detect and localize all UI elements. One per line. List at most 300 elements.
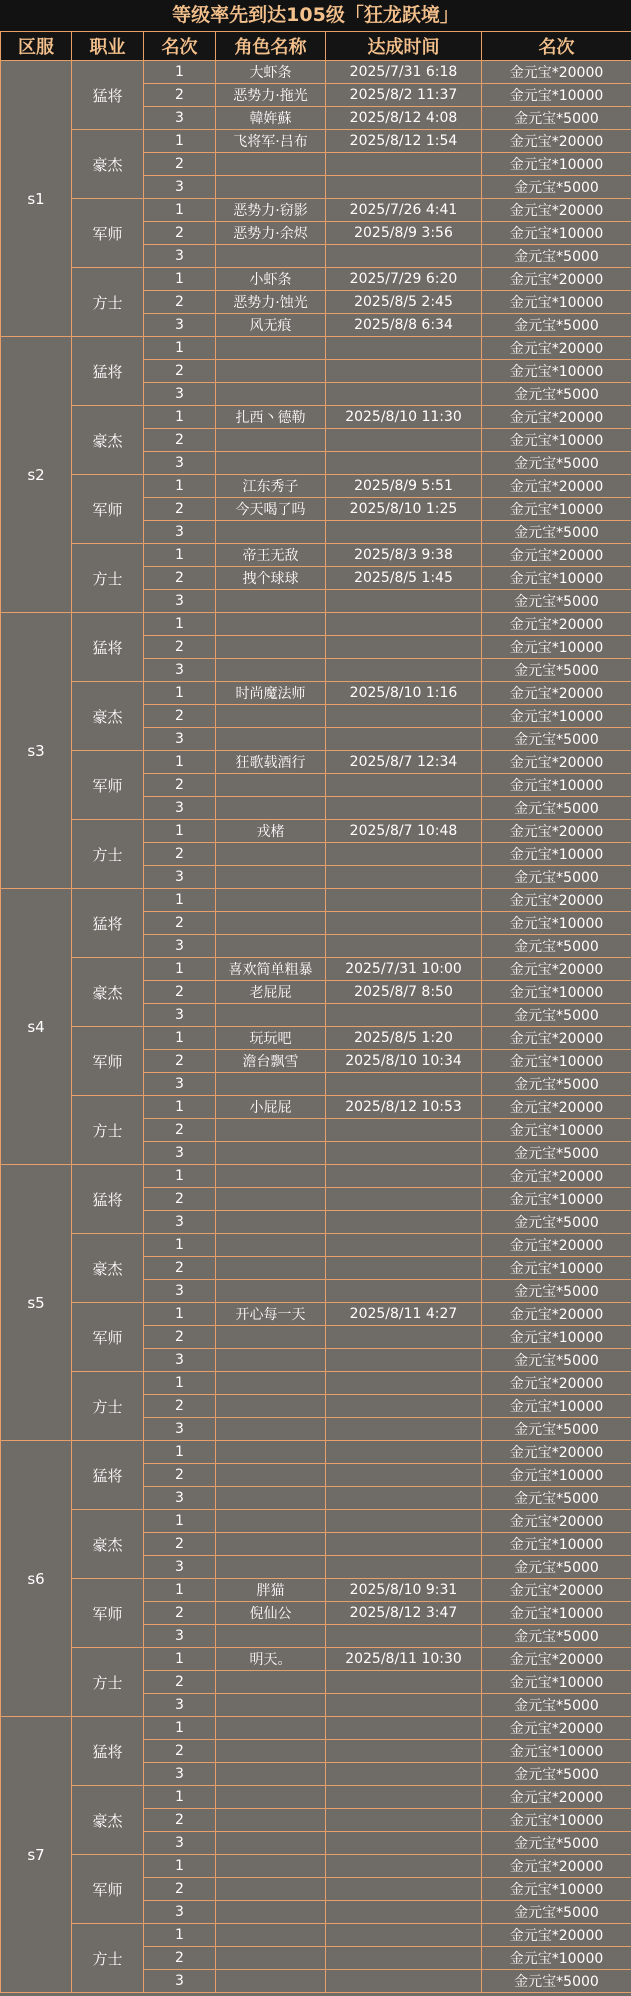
player-name-cell xyxy=(216,245,326,268)
reward-cell: 金元宝*5000 xyxy=(482,383,631,406)
reward-cell: 金元宝*5000 xyxy=(482,1625,631,1648)
reward-cell: 金元宝*10000 xyxy=(482,153,631,176)
player-name-cell xyxy=(216,866,326,889)
player-name-cell xyxy=(216,1280,326,1303)
rank-cell: 2 xyxy=(144,1809,216,1832)
reward-cell: 金元宝*10000 xyxy=(482,636,631,659)
player-name-cell xyxy=(216,590,326,613)
class-cell: 豪杰 xyxy=(72,130,144,199)
reward-cell: 金元宝*20000 xyxy=(482,199,631,222)
achieved-time-cell xyxy=(326,153,482,176)
reward-cell: 金元宝*5000 xyxy=(482,1349,631,1372)
reward-cell: 金元宝*5000 xyxy=(482,1142,631,1165)
player-name-cell xyxy=(216,1188,326,1211)
reward-cell: 金元宝*20000 xyxy=(482,61,631,84)
achieved-time-cell xyxy=(326,797,482,820)
achieved-time-cell: 2025/8/8 6:34 xyxy=(326,314,482,337)
table-row xyxy=(1,199,631,222)
server-cell: s1 xyxy=(1,61,72,337)
achieved-time-cell xyxy=(326,383,482,406)
header-server: 区服 xyxy=(1,32,72,61)
reward-cell: 金元宝*5000 xyxy=(482,866,631,889)
rank-cell: 3 xyxy=(144,935,216,958)
player-name-cell xyxy=(216,1234,326,1257)
player-name-cell xyxy=(216,1878,326,1901)
achieved-time-cell: 2025/8/10 11:30 xyxy=(326,406,482,429)
rank-cell: 3 xyxy=(144,1073,216,1096)
rank-cell: 2 xyxy=(144,1878,216,1901)
player-name-cell: 江东秀子 xyxy=(216,475,326,498)
rank-cell: 1 xyxy=(144,751,216,774)
achieved-time-cell xyxy=(326,1211,482,1234)
achieved-time-cell xyxy=(326,176,482,199)
table-row xyxy=(1,751,631,774)
rank-cell: 1 xyxy=(144,820,216,843)
player-name-cell: 帝王无敌 xyxy=(216,544,326,567)
rank-cell: 1 xyxy=(144,613,216,636)
player-name-cell xyxy=(216,1211,326,1234)
reward-cell: 金元宝*10000 xyxy=(482,498,631,521)
header-player: 角色名称 xyxy=(216,32,326,61)
rank-cell: 1 xyxy=(144,889,216,912)
header-rank: 名次 xyxy=(144,32,216,61)
player-name-cell xyxy=(216,1510,326,1533)
table-row xyxy=(1,1717,631,1740)
reward-cell: 金元宝*10000 xyxy=(482,429,631,452)
rank-cell: 1 xyxy=(144,475,216,498)
rank-cell: 3 xyxy=(144,1211,216,1234)
achieved-time-cell xyxy=(326,1349,482,1372)
class-cell: 猛将 xyxy=(72,1165,144,1234)
rank-cell: 2 xyxy=(144,774,216,797)
class-cell: 方士 xyxy=(72,1648,144,1717)
class-cell: 军师 xyxy=(72,1579,144,1648)
reward-cell: 金元宝*20000 xyxy=(482,1786,631,1809)
player-name-cell xyxy=(216,1970,326,1993)
class-cell: 方士 xyxy=(72,820,144,889)
player-name-cell xyxy=(216,1418,326,1441)
server-cell: s2 xyxy=(1,337,72,613)
player-name-cell xyxy=(216,452,326,475)
header-reward: 名次 xyxy=(482,32,631,61)
reward-cell: 金元宝*5000 xyxy=(482,1004,631,1027)
achieved-time-cell: 2025/7/31 10:00 xyxy=(326,958,482,981)
rank-cell: 3 xyxy=(144,176,216,199)
achieved-time-cell xyxy=(326,1763,482,1786)
class-cell: 豪杰 xyxy=(72,1510,144,1579)
player-name-cell: 戎楮 xyxy=(216,820,326,843)
reward-cell: 金元宝*10000 xyxy=(482,1050,631,1073)
rank-cell: 1 xyxy=(144,1924,216,1947)
reward-cell: 金元宝*10000 xyxy=(482,1740,631,1763)
player-name-cell: 小虾条 xyxy=(216,268,326,291)
table-body xyxy=(1,61,631,1993)
class-cell: 猛将 xyxy=(72,1717,144,1786)
rank-cell: 1 xyxy=(144,682,216,705)
reward-cell: 金元宝*20000 xyxy=(482,1855,631,1878)
rank-cell: 2 xyxy=(144,1602,216,1625)
reward-cell: 金元宝*5000 xyxy=(482,1763,631,1786)
player-name-cell xyxy=(216,1947,326,1970)
rank-cell: 3 xyxy=(144,1418,216,1441)
player-name-cell: 喜欢简单粗暴 xyxy=(216,958,326,981)
reward-cell: 金元宝*20000 xyxy=(482,1165,631,1188)
reward-cell: 金元宝*20000 xyxy=(482,1924,631,1947)
class-cell: 军师 xyxy=(72,475,144,544)
achieved-time-cell: 2025/7/29 6:20 xyxy=(326,268,482,291)
achieved-time-cell: 2025/8/12 3:47 xyxy=(326,1602,482,1625)
achieved-time-cell xyxy=(326,728,482,751)
reward-cell: 金元宝*10000 xyxy=(482,1671,631,1694)
table-row xyxy=(1,1924,631,1947)
reward-cell: 金元宝*20000 xyxy=(482,268,631,291)
achieved-time-cell xyxy=(326,1234,482,1257)
achieved-time-cell xyxy=(326,705,482,728)
reward-cell: 金元宝*5000 xyxy=(482,107,631,130)
achieved-time-cell xyxy=(326,1556,482,1579)
reward-cell: 金元宝*5000 xyxy=(482,521,631,544)
player-name-cell xyxy=(216,659,326,682)
server-cell: s3 xyxy=(1,613,72,889)
reward-cell: 金元宝*20000 xyxy=(482,1579,631,1602)
class-cell: 军师 xyxy=(72,1303,144,1372)
reward-cell: 金元宝*5000 xyxy=(482,1073,631,1096)
player-name-cell xyxy=(216,1694,326,1717)
achieved-time-cell: 2025/8/12 4:08 xyxy=(326,107,482,130)
rank-cell: 1 xyxy=(144,1303,216,1326)
player-name-cell xyxy=(216,912,326,935)
reward-cell: 金元宝*10000 xyxy=(482,1809,631,1832)
reward-cell: 金元宝*10000 xyxy=(482,291,631,314)
header-class: 职业 xyxy=(72,32,144,61)
achieved-time-cell xyxy=(326,1188,482,1211)
table-row xyxy=(1,475,631,498)
player-name-cell xyxy=(216,843,326,866)
achieved-time-cell: 2025/8/11 4:27 xyxy=(326,1303,482,1326)
reward-cell: 金元宝*5000 xyxy=(482,659,631,682)
class-cell: 方士 xyxy=(72,1096,144,1165)
class-cell: 猛将 xyxy=(72,337,144,406)
rank-cell: 3 xyxy=(144,728,216,751)
rank-cell: 3 xyxy=(144,1970,216,1993)
reward-cell: 金元宝*10000 xyxy=(482,1464,631,1487)
rank-cell: 2 xyxy=(144,705,216,728)
table-row xyxy=(1,1234,631,1257)
rank-cell: 1 xyxy=(144,1717,216,1740)
table-row xyxy=(1,61,631,84)
class-cell: 军师 xyxy=(72,1027,144,1096)
player-name-cell xyxy=(216,774,326,797)
rank-cell: 1 xyxy=(144,1855,216,1878)
player-name-cell xyxy=(216,1165,326,1188)
player-name-cell xyxy=(216,1464,326,1487)
achieved-time-cell xyxy=(326,590,482,613)
player-name-cell xyxy=(216,728,326,751)
player-name-cell xyxy=(216,1556,326,1579)
rank-cell: 2 xyxy=(144,981,216,1004)
achieved-time-cell xyxy=(326,1947,482,1970)
sheet-title: 等级率先到达105级「狂龙跃境」 xyxy=(0,0,631,31)
achieved-time-cell xyxy=(326,613,482,636)
server-cell: s4 xyxy=(1,889,72,1165)
player-name-cell: 倪仙公 xyxy=(216,1602,326,1625)
achieved-time-cell xyxy=(326,1395,482,1418)
rank-cell: 1 xyxy=(144,268,216,291)
reward-cell: 金元宝*10000 xyxy=(482,222,631,245)
reward-cell: 金元宝*5000 xyxy=(482,1694,631,1717)
achieved-time-cell xyxy=(326,245,482,268)
rank-cell: 2 xyxy=(144,1395,216,1418)
reward-cell: 金元宝*20000 xyxy=(482,1717,631,1740)
table-row xyxy=(1,406,631,429)
achieved-time-cell xyxy=(326,912,482,935)
reward-cell: 金元宝*20000 xyxy=(482,1372,631,1395)
ranking-table xyxy=(0,31,631,1993)
player-name-cell xyxy=(216,1717,326,1740)
achieved-time-cell: 2025/8/5 1:20 xyxy=(326,1027,482,1050)
achieved-time-cell: 2025/8/9 5:51 xyxy=(326,475,482,498)
table-row xyxy=(1,337,631,360)
player-name-cell: 风无痕 xyxy=(216,314,326,337)
player-name-cell: 恶势力·拖光 xyxy=(216,84,326,107)
reward-cell: 金元宝*10000 xyxy=(482,1947,631,1970)
table-row xyxy=(1,1855,631,1878)
class-cell: 军师 xyxy=(72,1855,144,1924)
reward-cell: 金元宝*5000 xyxy=(482,1418,631,1441)
table-row xyxy=(1,1372,631,1395)
player-name-cell xyxy=(216,1372,326,1395)
reward-cell: 金元宝*20000 xyxy=(482,820,631,843)
reward-cell: 金元宝*20000 xyxy=(482,1648,631,1671)
achieved-time-cell xyxy=(326,1119,482,1142)
achieved-time-cell xyxy=(326,935,482,958)
achieved-time-cell: 2025/8/2 11:37 xyxy=(326,84,482,107)
reward-cell: 金元宝*5000 xyxy=(482,797,631,820)
player-name-cell: 今天喝了吗 xyxy=(216,498,326,521)
class-cell: 猛将 xyxy=(72,889,144,958)
achieved-time-cell xyxy=(326,1326,482,1349)
reward-cell: 金元宝*5000 xyxy=(482,935,631,958)
achieved-time-cell xyxy=(326,1487,482,1510)
reward-cell: 金元宝*5000 xyxy=(482,1970,631,1993)
achieved-time-cell xyxy=(326,1372,482,1395)
header-time: 达成时间 xyxy=(326,32,482,61)
player-name-cell: 时尚魔法师 xyxy=(216,682,326,705)
rank-cell: 1 xyxy=(144,130,216,153)
reward-cell: 金元宝*10000 xyxy=(482,567,631,590)
reward-cell: 金元宝*20000 xyxy=(482,475,631,498)
reward-cell: 金元宝*20000 xyxy=(482,1234,631,1257)
rank-cell: 2 xyxy=(144,912,216,935)
table-row xyxy=(1,544,631,567)
player-name-cell xyxy=(216,613,326,636)
player-name-cell: 狂歌载酒行 xyxy=(216,751,326,774)
rank-cell: 1 xyxy=(144,1786,216,1809)
rank-cell: 3 xyxy=(144,659,216,682)
table-row xyxy=(1,130,631,153)
player-name-cell xyxy=(216,1625,326,1648)
table-row xyxy=(1,1648,631,1671)
class-cell: 方士 xyxy=(72,1372,144,1441)
player-name-cell xyxy=(216,337,326,360)
reward-cell: 金元宝*10000 xyxy=(482,1395,631,1418)
reward-cell: 金元宝*10000 xyxy=(482,1533,631,1556)
reward-cell: 金元宝*10000 xyxy=(482,1257,631,1280)
table-row xyxy=(1,1579,631,1602)
achieved-time-cell: 2025/8/7 10:48 xyxy=(326,820,482,843)
reward-cell: 金元宝*10000 xyxy=(482,1326,631,1349)
player-name-cell xyxy=(216,1924,326,1947)
table-row xyxy=(1,268,631,291)
rank-cell: 1 xyxy=(144,1165,216,1188)
rank-cell: 2 xyxy=(144,153,216,176)
player-name-cell: 明天。 xyxy=(216,1648,326,1671)
achieved-time-cell xyxy=(326,866,482,889)
player-name-cell xyxy=(216,1763,326,1786)
player-name-cell: 扎西丶德勒 xyxy=(216,406,326,429)
player-name-cell xyxy=(216,1395,326,1418)
class-cell: 猛将 xyxy=(72,61,144,130)
player-name-cell xyxy=(216,1142,326,1165)
achieved-time-cell xyxy=(326,1510,482,1533)
rank-cell: 2 xyxy=(144,429,216,452)
reward-cell: 金元宝*20000 xyxy=(482,958,631,981)
achieved-time-cell xyxy=(326,889,482,912)
achieved-time-cell xyxy=(326,1878,482,1901)
class-cell: 方士 xyxy=(72,1924,144,1993)
achieved-time-cell xyxy=(326,1786,482,1809)
reward-cell: 金元宝*10000 xyxy=(482,1119,631,1142)
achieved-time-cell xyxy=(326,1625,482,1648)
rank-cell: 2 xyxy=(144,1257,216,1280)
rank-cell: 2 xyxy=(144,1671,216,1694)
table-row xyxy=(1,1510,631,1533)
class-cell: 猛将 xyxy=(72,613,144,682)
player-name-cell: 开心每一天 xyxy=(216,1303,326,1326)
player-name-cell: 拽个球球 xyxy=(216,567,326,590)
reward-cell: 金元宝*10000 xyxy=(482,1602,631,1625)
player-name-cell: 澹台飘雪 xyxy=(216,1050,326,1073)
reward-cell: 金元宝*10000 xyxy=(482,360,631,383)
server-cell: s7 xyxy=(1,1717,72,1993)
table-row xyxy=(1,1786,631,1809)
rank-cell: 3 xyxy=(144,1694,216,1717)
rank-cell: 3 xyxy=(144,452,216,475)
rank-cell: 1 xyxy=(144,958,216,981)
rank-cell: 3 xyxy=(144,1832,216,1855)
rank-cell: 3 xyxy=(144,1625,216,1648)
class-cell: 豪杰 xyxy=(72,958,144,1027)
achieved-time-cell xyxy=(326,1464,482,1487)
player-name-cell: 恶势力·余烬 xyxy=(216,222,326,245)
achieved-time-cell: 2025/8/12 1:54 xyxy=(326,130,482,153)
rank-cell: 1 xyxy=(144,1648,216,1671)
achieved-time-cell xyxy=(326,1441,482,1464)
achieved-time-cell xyxy=(326,1004,482,1027)
player-name-cell xyxy=(216,1004,326,1027)
reward-cell: 金元宝*10000 xyxy=(482,1188,631,1211)
rank-cell: 1 xyxy=(144,1234,216,1257)
achieved-time-cell xyxy=(326,843,482,866)
achieved-time-cell: 2025/7/26 4:41 xyxy=(326,199,482,222)
player-name-cell xyxy=(216,176,326,199)
rank-cell: 1 xyxy=(144,61,216,84)
rank-cell: 2 xyxy=(144,567,216,590)
class-cell: 军师 xyxy=(72,199,144,268)
achieved-time-cell xyxy=(326,659,482,682)
achieved-time-cell: 2025/8/11 10:30 xyxy=(326,1648,482,1671)
achieved-time-cell xyxy=(326,429,482,452)
player-name-cell xyxy=(216,1901,326,1924)
player-name-cell xyxy=(216,1533,326,1556)
reward-cell: 金元宝*20000 xyxy=(482,682,631,705)
achieved-time-cell: 2025/8/12 10:53 xyxy=(326,1096,482,1119)
table-row xyxy=(1,682,631,705)
reward-cell: 金元宝*5000 xyxy=(482,1832,631,1855)
achieved-time-cell: 2025/7/31 6:18 xyxy=(326,61,482,84)
reward-cell: 金元宝*5000 xyxy=(482,1901,631,1924)
rank-cell: 1 xyxy=(144,1096,216,1119)
rank-cell: 2 xyxy=(144,1533,216,1556)
rank-cell: 3 xyxy=(144,797,216,820)
rank-cell: 1 xyxy=(144,406,216,429)
achieved-time-cell: 2025/8/9 3:56 xyxy=(326,222,482,245)
class-cell: 猛将 xyxy=(72,1441,144,1510)
achieved-time-cell xyxy=(326,1533,482,1556)
achieved-time-cell xyxy=(326,1165,482,1188)
class-cell: 军师 xyxy=(72,751,144,820)
reward-cell: 金元宝*20000 xyxy=(482,1441,631,1464)
rank-cell: 2 xyxy=(144,843,216,866)
achieved-time-cell xyxy=(326,1073,482,1096)
table-row xyxy=(1,889,631,912)
rank-cell: 2 xyxy=(144,636,216,659)
player-name-cell xyxy=(216,383,326,406)
achieved-time-cell xyxy=(326,452,482,475)
reward-cell: 金元宝*10000 xyxy=(482,84,631,107)
reward-cell: 金元宝*20000 xyxy=(482,1027,631,1050)
achieved-time-cell xyxy=(326,636,482,659)
rank-cell: 3 xyxy=(144,1556,216,1579)
achieved-time-cell xyxy=(326,1901,482,1924)
player-name-cell xyxy=(216,797,326,820)
achieved-time-cell: 2025/8/10 1:25 xyxy=(326,498,482,521)
achieved-time-cell xyxy=(326,1671,482,1694)
achieved-time-cell: 2025/8/5 2:45 xyxy=(326,291,482,314)
achieved-time-cell xyxy=(326,1694,482,1717)
player-name-cell xyxy=(216,1073,326,1096)
rank-cell: 3 xyxy=(144,1349,216,1372)
player-name-cell xyxy=(216,1487,326,1510)
rank-cell: 1 xyxy=(144,199,216,222)
reward-cell: 金元宝*5000 xyxy=(482,314,631,337)
rank-cell: 3 xyxy=(144,314,216,337)
reward-cell: 金元宝*20000 xyxy=(482,1096,631,1119)
rank-cell: 3 xyxy=(144,1280,216,1303)
achieved-time-cell: 2025/8/10 10:34 xyxy=(326,1050,482,1073)
reward-cell: 金元宝*20000 xyxy=(482,130,631,153)
rank-cell: 3 xyxy=(144,866,216,889)
table-row xyxy=(1,613,631,636)
reward-cell: 金元宝*5000 xyxy=(482,1211,631,1234)
reward-cell: 金元宝*10000 xyxy=(482,843,631,866)
achieved-time-cell xyxy=(326,1924,482,1947)
reward-cell: 金元宝*5000 xyxy=(482,245,631,268)
rank-cell: 3 xyxy=(144,245,216,268)
player-name-cell xyxy=(216,1349,326,1372)
achieved-time-cell xyxy=(326,1809,482,1832)
player-name-cell xyxy=(216,1326,326,1349)
